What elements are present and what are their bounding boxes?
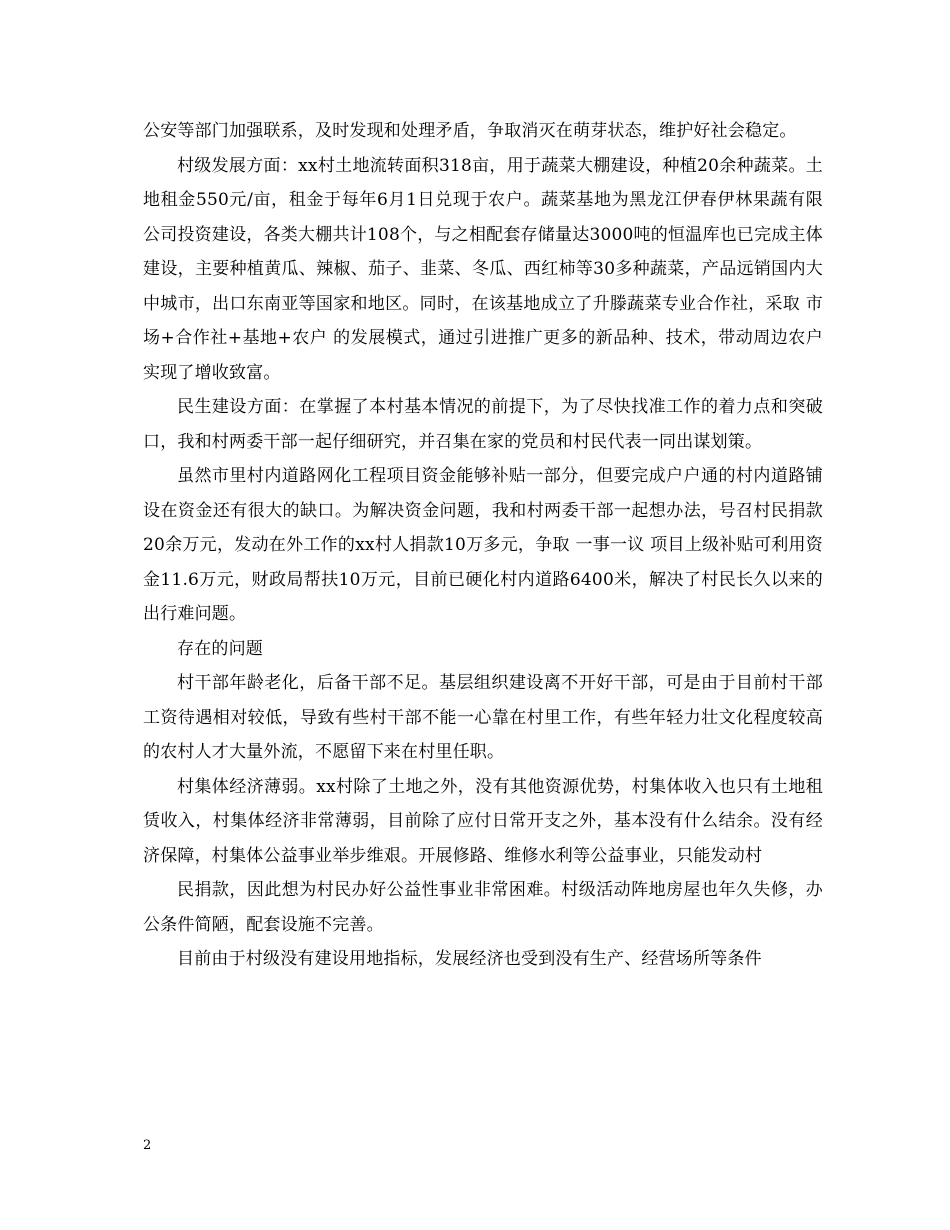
paragraph-road-funding: 虽然市里村内道路网化工程项目资金能够补贴一部分，但要完成户户通的村内道路铺设在资金还有很大的缺口。为解决资金问题，我和村两委干部一起想办法，号召村民捐款20余万元，发动在外工作的xx村人捐款10万多元，争取 一事一议 项目上级补贴可利用资金11.6万元，财政局帮扶10万元，目前已硬化村内道路6400米，解决了村民长久以来的出行难问题。 bbox=[143, 466, 823, 624]
paragraph-weak-economy: 村集体经济薄弱。xx村除了土地之外，没有其他资源优势，村集体收入也只有土地租赁收入，村集体经济非常薄弱，目前除了应付日常开支之外，基本没有什么结余。没有经济保障，村集体公益事业举步维艰。开展修路、维修水利等公益事业，只能发动村 bbox=[143, 776, 823, 866]
paragraph-continuation: 公安等部门加强联系，及时发现和处理矛盾，争取消灭在萌芽状态，维护好社会稳定。 bbox=[143, 121, 797, 141]
paragraph-land-use: 目前由于村级没有建设用地指标，发展经济也受到没有生产、经营场所等条件 bbox=[177, 949, 762, 969]
paragraph-cadre-aging: 村干部年龄老化，后备干部不足。基层组织建设离不开好干部，可是由于目前村干部工资待遇相对较低，导致有些村干部不能一心靠在村里工作，有些年轻力壮文化程度较高的农村人才大量外流，不愿留下来在村里任职。 bbox=[143, 673, 823, 762]
document-body bbox=[143, 114, 823, 977]
section-heading-problems: 存在的问题 bbox=[177, 638, 263, 659]
paragraph-village-development: 村级发展方面：xx村土地流转面积318亩，用于蔬菜大棚建设，种植20余种蔬菜。土地租金550元/亩，租金于每年6月1日兑现于农户。蔬菜基地为黑龙江伊春伊林果蔬有限公司投资建设，各类大棚共计108个，与之相配套存储量达3000吨的恒温库也已完成主体建设，主要种植黄瓜、辣椒、茄子、韭菜、冬瓜、西红柿等30多种蔬菜，产品远销国内大中城市，出口东南亚等国家和地区。同时，在该基地成立了升滕蔬菜专业合作社，采取 市场+合作社+基地+农户 的发展模式，通过引进推广更多的新品种、技术，带动周边农户实现了增收致富。 bbox=[143, 155, 823, 383]
paragraph-donations: 民捐款，因此想为村民办好公益性事业非常困难。村级活动阵地房屋也年久失修，办公条件简陋，配套设施不完善。 bbox=[143, 880, 823, 935]
paragraph-livelihood: 民生建设方面：在掌握了本村基本情况的前提下，为了尽快找准工作的着力点和突破口，我和村两委干部一起仔细研究，并召集在家的党员和村民代表一同出谋划策。 bbox=[143, 397, 823, 452]
page-number: 2 bbox=[143, 1138, 152, 1153]
